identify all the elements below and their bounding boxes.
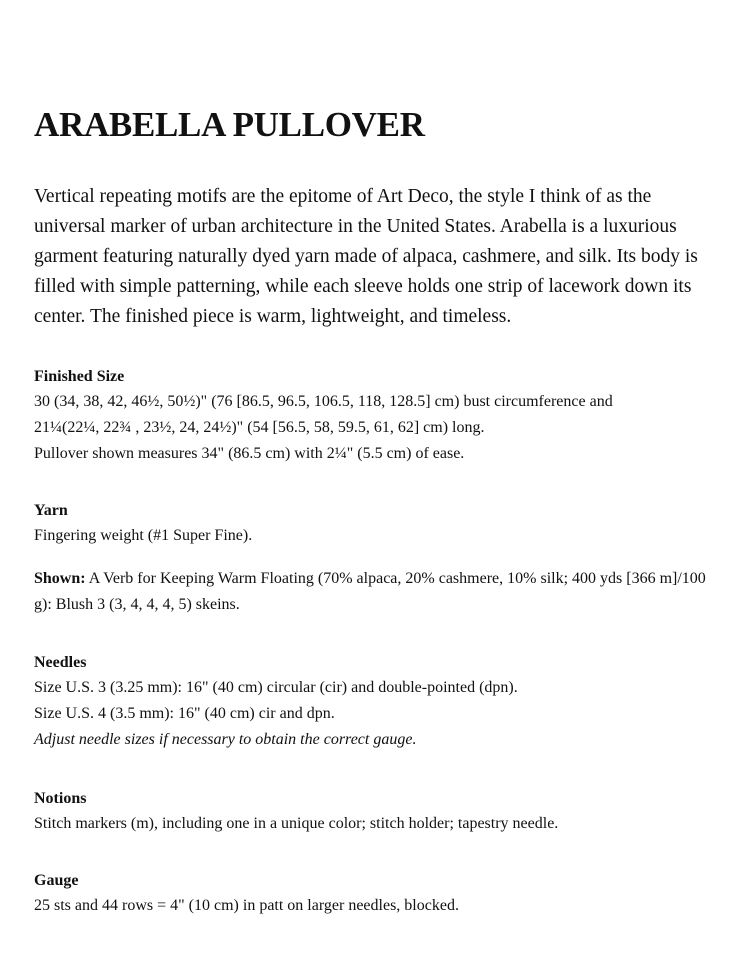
yarn-shown-section (34, 566, 724, 618)
gauge-heading: Gauge (34, 872, 79, 889)
intro-paragraph: Vertical repeating motifs are the epitome of Art Deco, the style I think of as the universal marker of urban architecture in the United States. Arabella is a luxurious garment featuring naturally dyed yarn made of alpaca, cashmere, and silk. Its body is filled with simple patterning, while each sleeve holds one strip of lacework down its center. The finished piece is warm, lightweight, and timeless. (34, 186, 698, 327)
needles-line: Size U.S. 4 (3.5 mm): 16" (40 cm) cir and dpn. (34, 705, 335, 722)
needles-heading: Needles (34, 654, 87, 671)
yarn-section (34, 499, 724, 549)
notions-text: Stitch markers (m), including one in a unique color; stitch holder; tapestry needle. (34, 815, 559, 832)
needles-note: Adjust needle sizes if necessary to obtain the correct gauge. (34, 731, 417, 748)
page-title: ARABELLA PULLOVER (34, 105, 425, 144)
gauge-text: 25 sts and 44 rows = 4" (10 cm) in patt on larger needles, blocked. (34, 897, 459, 914)
finished-size-line: 30 (34, 38, 42, 46½, 50½)" (76 [86.5, 96.5, 106.5, 118, 128.5] cm) bust circumference and (34, 393, 613, 410)
notions-section (34, 787, 724, 837)
notions-heading: Notions (34, 790, 87, 807)
gauge-section (34, 869, 724, 919)
yarn-heading: Yarn (34, 502, 68, 519)
needles-line: Size U.S. 3 (3.25 mm): 16" (40 cm) circular (cir) and double-pointed (dpn). (34, 679, 518, 696)
yarn-shown-text (34, 566, 724, 618)
finished-size-line: Pullover shown measures 34" (86.5 cm) with 2¼" (5.5 cm) of ease. (34, 445, 465, 462)
yarn-shown-label: Shown: (34, 570, 86, 587)
needles-section (34, 651, 724, 753)
finished-size-section (34, 365, 724, 467)
yarn-weight-text: Fingering weight (#1 Super Fine). (34, 527, 253, 544)
finished-size-heading: Finished Size (34, 368, 125, 385)
yarn-shown-detail: A Verb for Keeping Warm Floating (70% alpaca, 20% cashmere, 10% silk; 400 yds [366 m]/100 g): Blush 3 (3, 4, 4, 4, 5) skeins. (34, 570, 706, 613)
finished-size-line: 21¼(22¼, 22¾ , 23½, 24, 24½)" (54 [56.5, 58, 59.5, 61, 62] cm) long. (34, 419, 485, 436)
